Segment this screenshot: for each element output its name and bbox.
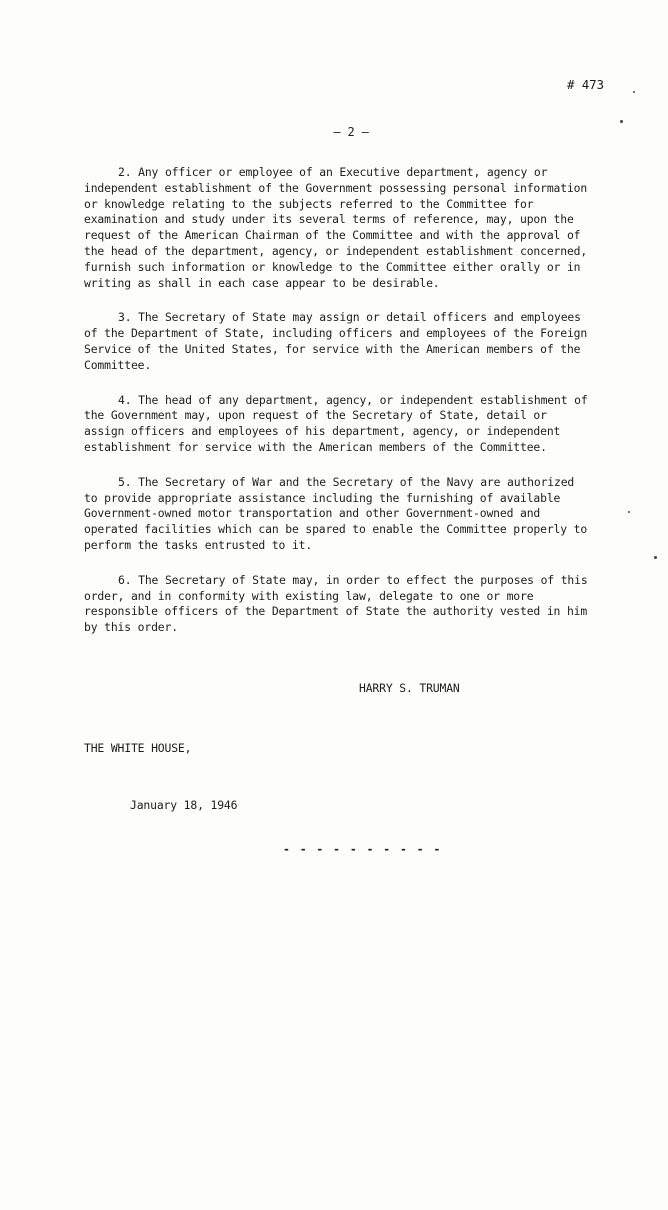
document-number: # 473 [567, 77, 604, 92]
paragraph-3: 3. The Secretary of State may assign or detail officers and employees of the Department of State, including officers and employees of the Foreign Service of the United States, for service with the American members of the Committee. [84, 310, 588, 372]
page-number: – 2 – [333, 125, 369, 139]
end-of-document-rule: - - - - - - - - - - [283, 842, 442, 856]
paragraph-5: 5. The Secretary of War and the Secretary of the Navy are authorized to provide appropriate assistance including the furnishing of available Government-owned motor transportation and other Government-owned and operated facilities which can be spared to enable the Committee properly to perform the tasks entrusted to it. [84, 474, 588, 552]
issuing-place: THE WHITE HOUSE, [84, 741, 192, 755]
paragraph-4: 4. The head of any department, agency, or independent establishment of the Government may, upon request of the Secretary of State, detail or assign officers and employees of his department, agency, or independent establishment for service with the American members of the Committee. [84, 392, 588, 454]
paragraph-6: 6. The Secretary of State may, in order to effect the purposes of this order, and in conformity with existing law, delegate to one or more responsible officers of the Department of State the authority vested in him by this order. [84, 572, 588, 635]
issue-date: January 18, 1946 [130, 798, 238, 812]
paragraph-2: 2. Any officer or employee of an Executive department, agency or independent establishment of the Government possessing personal information or knowledge relating to the subjects referred to the Committee for examination and study under its several terms of reference, may, upon the request of the American Chairman of the Committee and with the approval of the head of the department, agency, or independent establishment concerned, furnish such information or knowledge to the Committee either orally or in writing as shall in each case appear to be desirable. [84, 165, 588, 290]
document-body [84, 165, 589, 655]
signature: HARRY S. TRUMAN [359, 681, 460, 695]
